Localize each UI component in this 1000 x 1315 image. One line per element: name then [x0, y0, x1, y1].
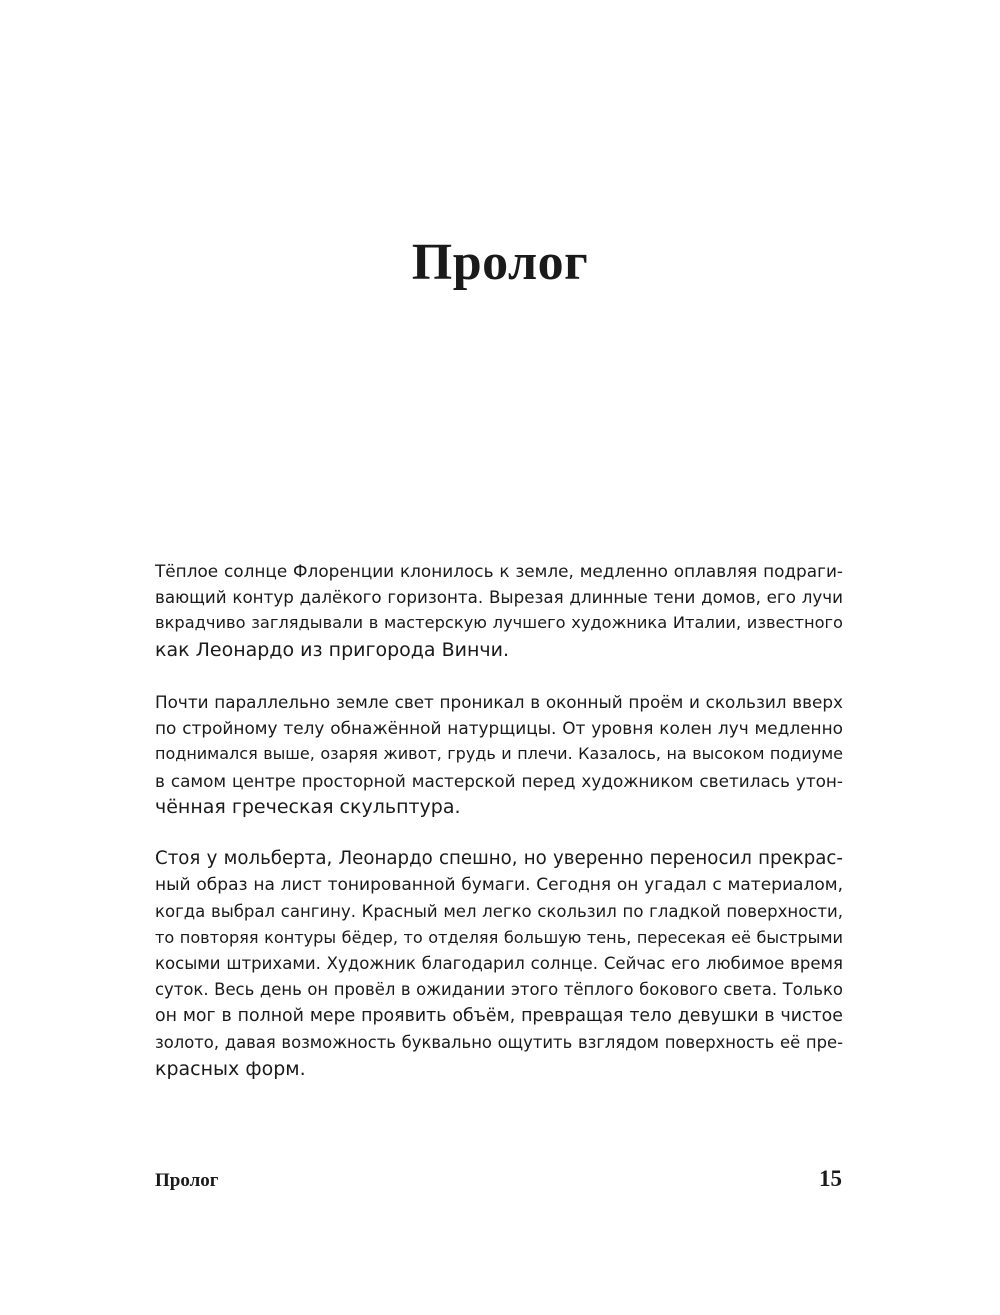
text-line: вающий контур далёкого горизонта. Вырезая длинные тени домов, его лучи — [155, 587, 843, 608]
text-line: он мог в полной мере проявить объём, превращая тело девушки в чистое — [155, 1006, 843, 1027]
chapter-title: Пролог — [411, 234, 589, 291]
paragraph-1 — [155, 558, 843, 663]
text-line: Стоя у мольберта, Леонардо спешно, но уверенно переносил прекрас- — [155, 848, 843, 870]
page-number: 15 — [819, 1166, 842, 1191]
text-line: как Леонардо из пригорода Винчи. — [155, 638, 510, 661]
text-line: то повторяя контуры бёдер, то отделяя большую тень, пересекая её быстрыми — [155, 927, 843, 947]
paragraph-2 — [155, 689, 843, 820]
text-line: Тёплое солнце Флоренции клонилось к земле, медленно оплавляя подраги- — [155, 561, 843, 581]
text-line: красных форм. — [155, 1057, 306, 1080]
chapter-body — [155, 558, 843, 1108]
text-line: в самом центре просторной мастерской перед художником светилась утон- — [155, 770, 843, 791]
text-line: по стройному телу обнажённой натурщицы. От уровня колен луч медленно — [155, 718, 843, 739]
text-line: чённая греческая скульптура. — [155, 795, 461, 818]
text-line: Почти параллельно земле свет проникал в оконный проём и скользил вверх — [155, 692, 843, 712]
text-line: косыми штрихами. Художник благодарил солнце. Сейчас его любимое время — [155, 954, 843, 974]
text-line: вкрадчиво заглядывали в мастерскую лучшего художника Италии, известного — [155, 613, 843, 633]
text-line: золото, давая возможность буквально ощутить взглядом поверхность её пре- — [155, 1032, 843, 1052]
running-title: Пролог — [155, 1170, 219, 1191]
text-line: суток. Весь день он провёл в ожидании этого тёплого бокового света. Только — [155, 980, 843, 1000]
text-line: когда выбрал сангину. Красный мел легко скользил по гладкой поверхности, — [155, 901, 843, 921]
text-line: ный образ на лист тонированной бумаги. Сегодня он угадал с материалом, — [155, 875, 843, 896]
paragraph-3 — [155, 846, 843, 1082]
text-line: поднимался выше, озаряя живот, грудь и плечи. Казалось, на высоком подиуме — [155, 744, 843, 764]
